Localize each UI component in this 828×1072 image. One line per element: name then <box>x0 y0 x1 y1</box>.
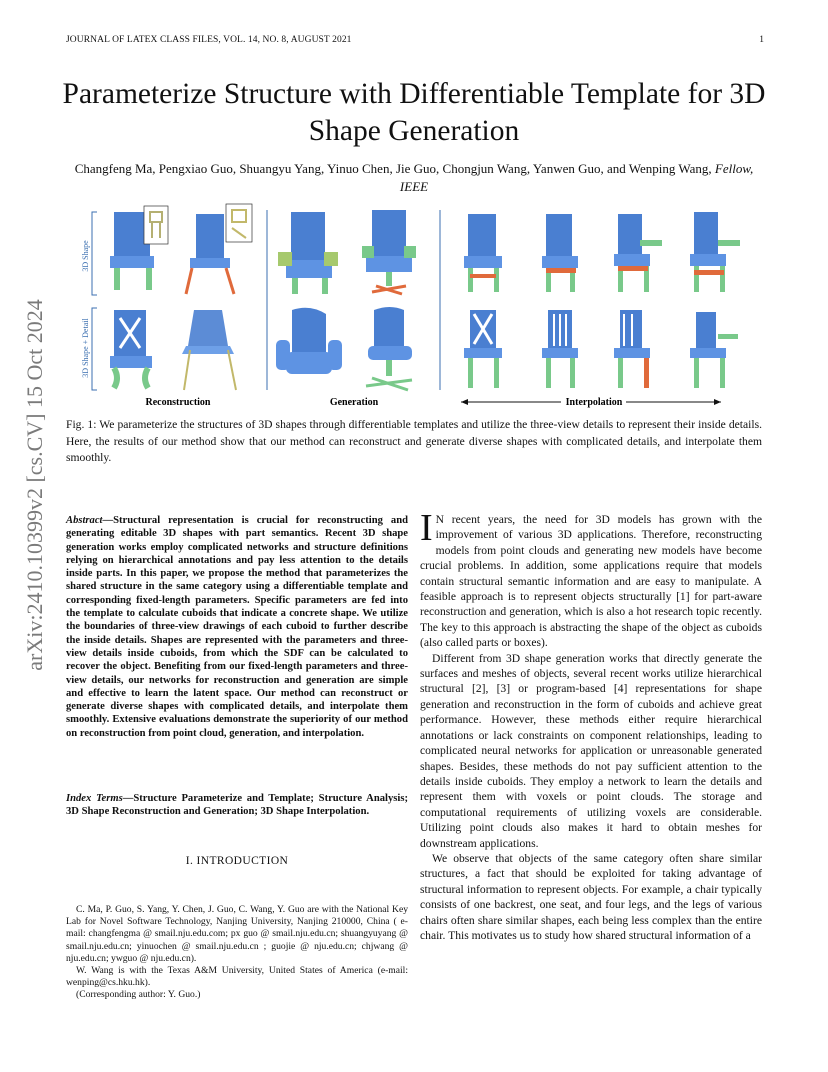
authors-fellow: Fellow, IEEE <box>399 161 754 194</box>
chair-detail-recon-1 <box>110 310 152 388</box>
chair-detail-gen-2 <box>366 307 412 390</box>
label-interpolation: Interpolation <box>565 397 623 408</box>
page-number: 1 <box>759 35 764 45</box>
chair-detail-interp-2 <box>542 310 578 388</box>
chair-interp-3 <box>614 214 662 292</box>
intro-paragraph-2: Different from 3D shape generation works that directly generate the surfaces and meshes of objects, several recent works utilize hierarchical structural [2], [3] or program-based [4] representations for shape generation and reconstruction in the form of cuboids and achieve great performance. However, these methods either require hierarchical annotations or lack constraints on component relationships, leading to complicated neural networks for application or unreasonable generated shapes. Besides, these methods do not pay sufficient attention to the details inside cuboids. They employ a network to learn the details and represent them with voxels or point clouds. The storage and computational requirements of utilizing voxels are considerable. Utilizing point clouds also makes it hard to obtain meshes for downstream applications. <box>420 651 762 850</box>
chair-interp-2 <box>542 214 578 292</box>
chair-detail-recon-2 <box>182 310 236 390</box>
index-terms-body: —Structure Parameterize and Template; Structure Analysis; 3D Shape Reconstruction and Generation; 3D Shape Interpolation. <box>66 793 408 818</box>
chair-detail-interp-3 <box>614 310 650 388</box>
footnote-affiliation: C. Ma, P. Guo, S. Yang, Y. Chen, J. Guo, C. Wang, Y. Guo are with the National Key Lab for Novel Software Technology, Nanjing University, Nanjing 210000, China ( e-mail: changfengma @ smail.nju.edu.com; px guo @ smail.nju.edu.cn; shuangyuyang @ smail.nju.edu.cn; yinuochen @ smail.nju.edu.cn ; guojie @ nju.edu.cn; chjwang @ nju.edu.cn; ywguo @ nju.edu.cn). <box>66 904 408 964</box>
interp-arrowhead-left <box>461 399 468 405</box>
chair-interp-1 <box>464 214 502 292</box>
abstract-body: —Structural representation is crucial for reconstructing and generating editable 3D shapes with part semantics. Recent 3D shape generation works employ complicated networks and structure definitions relying on hierarchical annotations and pay less attention to the details inside parts. In this paper, we propose the method that parameterizes the shared structure in the same category using a differentiable template and corresponding fixed-length parameters. Specific parameters are fed into the template to calculate cuboids that indicate a concrete shape. We utilize the boundaries of three-view drawings of each cuboid to further describe the inside details. Shapes are represented with the parameters and three-view details inside cuboids, from which the SDF can be calculated to recover the object. Benefiting from our fixed-length parameters and three-view details, our networks for reconstruction and generation are simple and effective to learn the latent space. Our method can reconstruct or generate diverse shapes with complicated details, and interpolate them smoothly. Extensive evaluations demonstrate the superiority of our method on reconstruction from point cloud, generation, and interpolation. <box>66 515 408 739</box>
intro-p1-text: N recent years, the need for 3D models has grown with the improvement of various 3D applications. Therefore, reconstructing models from point clouds and generating new models have become crucial problems. In addition, some applications require that models contain structural semantic information and are easy to manipulate. A feasible approach is to represent objects structurally [1] for part-aware reconstruction and generation, which is also a hot research topic recently. The key to this approach is abstracting the shape of the object as cuboids (also called parts or boxes). <box>420 513 762 650</box>
chair-recon-2 <box>186 204 252 294</box>
dropcap: I <box>420 507 433 549</box>
row-label-shape-detail: 3D Shape + Detail <box>81 318 90 378</box>
chair-detail-interp-1 <box>464 310 502 388</box>
row-bracket-top <box>92 212 97 295</box>
label-reconstruction: Reconstruction <box>145 397 211 408</box>
footnote-corresponding: (Corresponding author: Y. Guo.) <box>76 989 201 1001</box>
chair-detail-interp-4 <box>690 312 738 388</box>
intro-column <box>420 507 762 943</box>
intro-paragraph-3: We observe that objects of the same category often share similar structures, a fact that should be exploited for taking advantage of structural information to represent objects. For example, a chair typically consists of one backrest, one seat, and four legs, and the legs of various chairs often share similar shapes, each being less complex than the entire chair. This motivates us to study how shared structural information of a <box>420 851 762 942</box>
intro-paragraph-1 <box>420 507 762 651</box>
author-list <box>66 160 762 196</box>
chair-detail-gen-1 <box>276 308 342 374</box>
chair-gen-2 <box>362 210 416 294</box>
paper-title: Parameterize Structure with Differentiable Template for 3D Shape Generation <box>62 78 766 147</box>
footnote-wang: W. Wang is with the Texas A&M University, United States of America (e-mail: wenping@cs.hku.hk). <box>66 965 408 989</box>
row-bracket-bottom <box>92 308 97 390</box>
chair-interp-4 <box>690 212 740 292</box>
figure-1 <box>66 200 762 412</box>
running-head: JOURNAL OF LATEX CLASS FILES, VOL. 14, NO. 8, AUGUST 2021 <box>66 35 352 45</box>
arxiv-stamp <box>20 290 50 680</box>
chair-recon-1 <box>110 206 168 290</box>
chair-gen-1 <box>278 212 338 294</box>
label-generation: Generation <box>329 397 379 408</box>
index-terms <box>66 792 408 819</box>
index-terms-lead: Index Terms <box>66 793 123 804</box>
authors-names: Changfeng Ma, Pengxiao Guo, Shuangyu Yang, Yinuo Chen, Jie Guo, Chongjun Wang, Yanwen Guo, and Wenping Wang, <box>74 161 712 176</box>
section-heading: I. INTRODUCTION <box>185 855 289 867</box>
footnote <box>66 904 408 1002</box>
arxiv-stamp-text: arXiv:2410.10399v2 [cs.CV] 15 Oct 2024 <box>22 299 47 671</box>
interp-arrowhead-right <box>714 399 721 405</box>
abstract-lead: Abstract <box>66 515 103 526</box>
figure-caption: Fig. 1: We parameterize the structures of 3D shapes through differentiable templates and utilize the three-view details to represent their inside details. Here, the results of our method show that our method can reconstruct and generate diverse shapes with complicated details, and interpolate them smoothly. <box>66 418 762 465</box>
abstract <box>66 514 408 740</box>
row-label-shape: 3D Shape <box>81 240 90 272</box>
